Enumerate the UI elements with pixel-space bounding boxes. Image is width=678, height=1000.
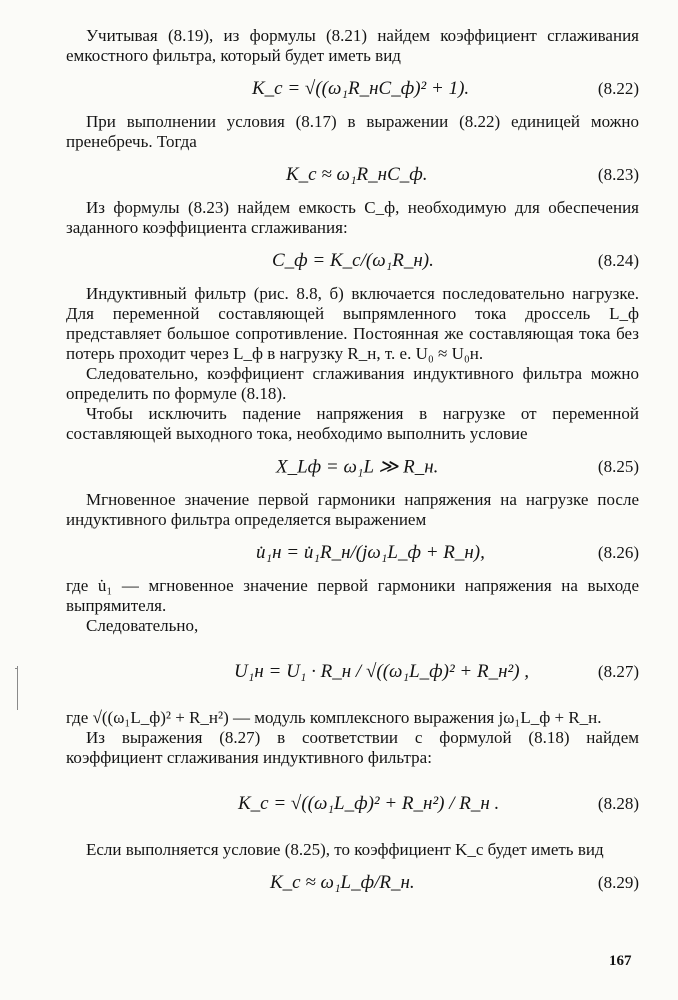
formula-expression: C_ф = K_c/(ω₁R_н). [272, 250, 434, 271]
formula-8-25 [66, 447, 639, 487]
paragraph-8: где u̇₁ — мгновенное значение первой гармоники напряжения на выходе выпрямителя. [66, 576, 639, 615]
formula-8-22 [66, 69, 639, 109]
equation-number: (8.26) [597, 543, 639, 562]
formula-expression: K_c ≈ ω₁L_ф/R_н. [270, 872, 415, 893]
formula-expression: K_c = √((ω₁L_ф)² + R_н²) / R_н . [238, 793, 500, 814]
paragraph-3: Из формулы (8.23) найдем емкость C_ф, необходимую для обеспечения заданного коэффициента сглаживания: [66, 198, 639, 237]
paragraph-1: Учитывая (8.19), из формулы (8.21) найдем коэффициент сглаживания емкостного фильтра, который будет иметь вид [66, 26, 639, 65]
paragraph-9: Следовательно, [86, 616, 199, 635]
equation-number: (8.28) [597, 794, 639, 813]
paragraph-12: Если выполняется условие (8.25), то коэффициент K_c будет иметь вид [86, 840, 604, 859]
formula-expression: K_c ≈ ω₁R_нC_ф. [286, 164, 428, 185]
equation-number: (8.27) [597, 662, 639, 681]
paragraph-4: Индуктивный фильтр (рис. 8.8, б) включается последовательно нагрузке. Для переменной составляющей выпрямленного тока дроссель L_ф представляет большое сопротивление. Постоянная же составляющая тока без потерь проходит через L_ф в нагрузку R_н, т. е. U₀ ≈ U₀н. [66, 284, 639, 363]
formula-expression: u̇₁н = u̇₁R_н/(jω₁L_ф + R_н), [256, 542, 485, 563]
formula-8-27 [66, 639, 639, 705]
equation-number: (8.23) [597, 165, 639, 184]
formula-8-29 [66, 863, 639, 903]
equation-number: (8.25) [597, 457, 639, 476]
paragraph-10: где √((ω₁L_ф)² + R_н²) — модуль комплексного выражения jω₁L_ф + R_н. [66, 708, 602, 727]
formula-expression: X_Lф = ω₁L ≫ R_н. [276, 456, 439, 478]
formula-8-24 [66, 241, 639, 281]
paragraph-6: Чтобы исключить падение напряжения в нагрузке от переменной составляющей выходного тока, необходимо выполнить условие [66, 404, 639, 443]
paragraph-2: При выполнении условия (8.17) в выражении (8.22) единицей можно пренебречь. Тогда [66, 112, 639, 151]
formula-8-26 [66, 533, 639, 573]
paragraph-11: Из выражения (8.27) в соответствии с формулой (8.18) найдем коэффициент сглаживания индуктивного фильтра: [66, 728, 639, 767]
scan-mark [17, 666, 18, 710]
paragraph-5: Следовательно, коэффициент сглаживания индуктивного фильтра можно определить по формуле (8.18). [66, 364, 639, 403]
formula-expression: K_c = √((ω₁R_нC_ф)² + 1). [252, 78, 470, 99]
equation-number: (8.22) [597, 79, 639, 98]
formula-expression: U₁н = U₁ · R_н / √((ω₁L_ф)² + R_н²) , [234, 661, 530, 682]
formula-8-23 [66, 155, 639, 195]
paragraph-7: Мгновенное значение первой гармоники напряжения на нагрузке после индуктивного фильтра определяется выражением [66, 490, 639, 529]
equation-number: (8.24) [597, 251, 639, 270]
formula-8-28 [66, 771, 639, 837]
equation-number: (8.29) [597, 873, 639, 892]
page-number: 167 [609, 953, 632, 969]
scan-mark [15, 668, 18, 669]
page-text-column [66, 26, 639, 906]
